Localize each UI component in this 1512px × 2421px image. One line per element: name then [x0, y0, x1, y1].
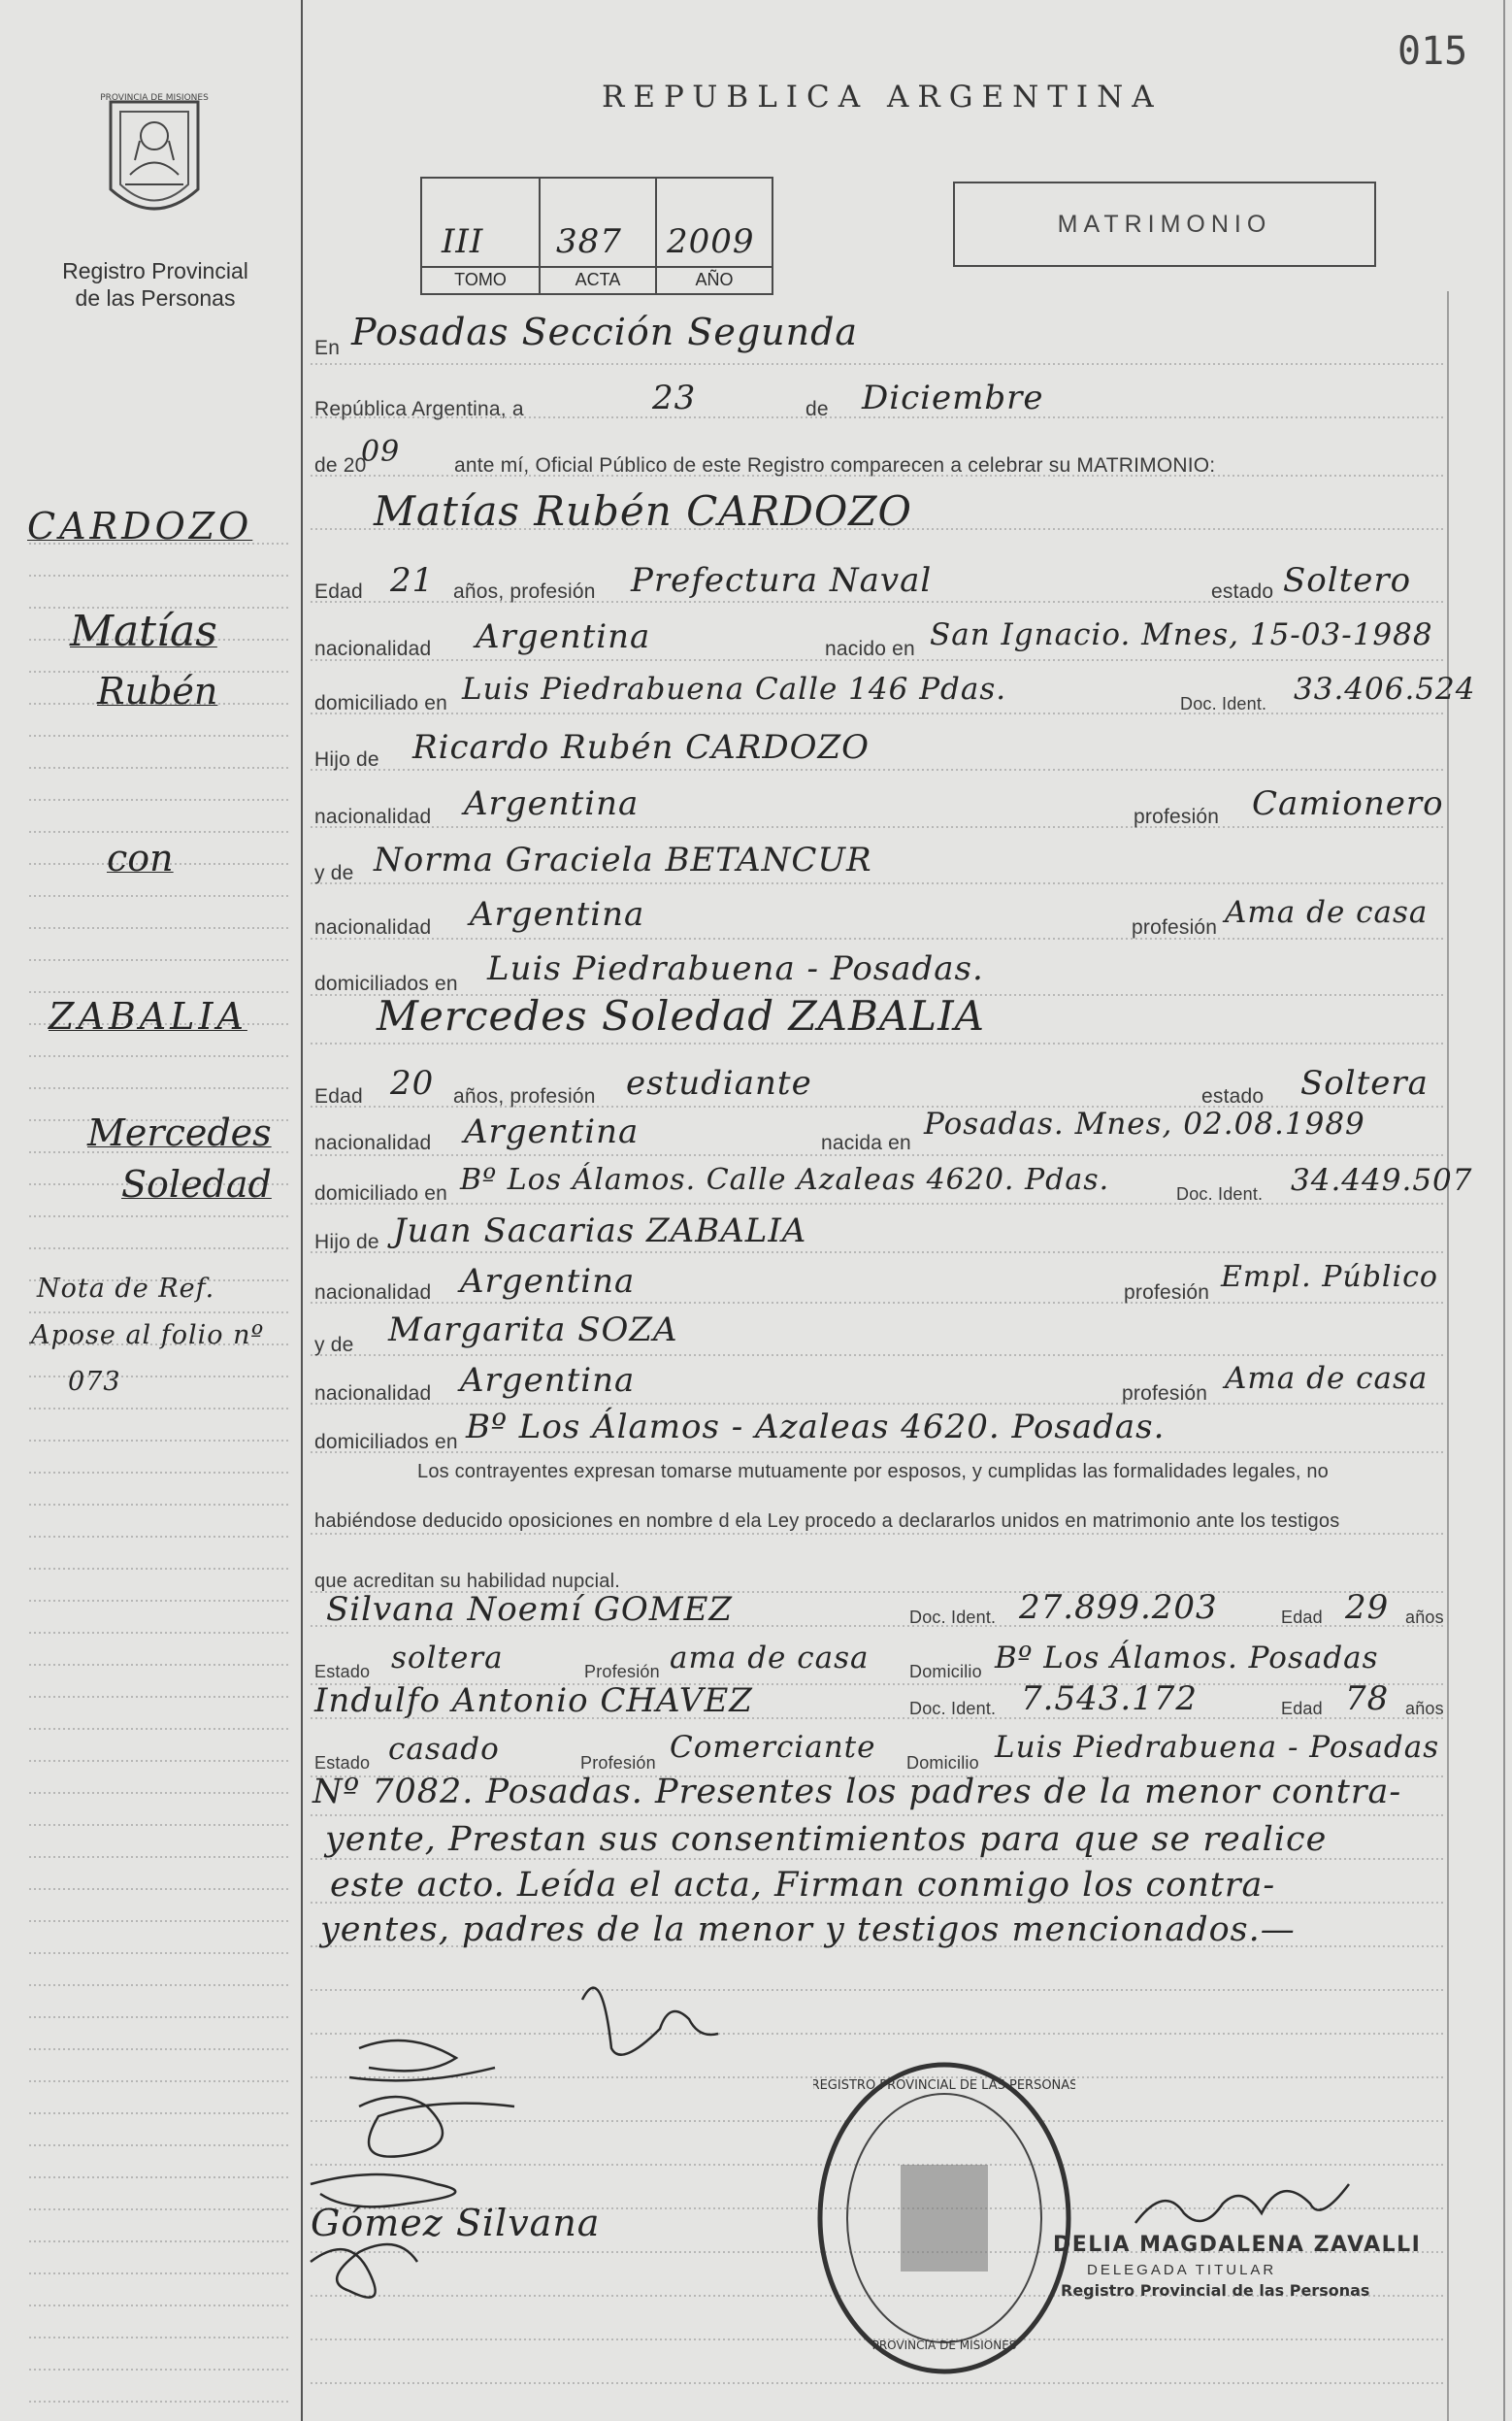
groom-father-prof-label: profesión: [1134, 806, 1220, 828]
bride-yde-label: y de: [314, 1334, 354, 1356]
official-round-stamp: [813, 2058, 1075, 2378]
officer-stamp-role: DELEGADA TITULAR: [1087, 2262, 1277, 2278]
bride-father: Juan Sacarias ZABALIA: [393, 1211, 807, 1250]
registry-line-2: de las Personas: [75, 285, 236, 311]
acta-value: 387: [556, 222, 622, 261]
groom-mother-nac: Argentina: [470, 895, 645, 934]
intro-day: 23: [652, 379, 697, 417]
margin-bride-name2: Soledad: [121, 1163, 272, 1206]
witness-1-edad: 29: [1345, 1588, 1390, 1627]
ano-value: 2009: [667, 222, 755, 261]
registry-name: [39, 257, 272, 312]
act-type-box: [953, 182, 1376, 267]
tomo-value: III: [442, 222, 484, 261]
intro-statement: ante mí, Oficial Público de este Registro comparecen a celebrar su MATRIMONIO:: [454, 454, 1216, 477]
bride-nacida-label: nacida en: [821, 1132, 911, 1154]
groom-nacido: San Ignacio. Mnes, 15-03-1988: [930, 617, 1433, 652]
groom-parents-dom: Luis Piedrabuena - Posadas.: [487, 949, 984, 988]
bride-domicilio: Bº Los Álamos. Calle Azaleas 4620. Pdas.: [460, 1163, 1110, 1197]
seal-graphic: [82, 83, 227, 228]
bride-mother: Margarita SOZA: [388, 1310, 678, 1349]
margin-groom-surname: CARDOZO: [27, 505, 253, 547]
groom-mother: Norma Graciela BETANCUR: [374, 841, 872, 879]
margin-bride-name1: Mercedes: [87, 1111, 272, 1154]
bride-doc-label: Doc. Ident.: [1176, 1184, 1264, 1204]
witness-2-edad: 78: [1345, 1679, 1390, 1718]
record-box: [420, 177, 773, 295]
signature-1: [582, 1988, 718, 2055]
witness-2-dom-label: Domicilio: [906, 1753, 979, 1773]
witness-2-name: Indulfo Antonio CHAVEZ: [314, 1681, 753, 1720]
groom-father-nac: Argentina: [464, 784, 640, 823]
bride-mother-prof-label: profesión: [1122, 1382, 1208, 1405]
witness-2-doc: 7.543.172: [1021, 1679, 1199, 1718]
declaration-line-2: habiéndose deducido oposiciones en nombre d ela Ley procedo a declararlos unidos en matrimonio ante los testigos: [314, 1510, 1340, 1532]
bride-nacionalidad: Argentina: [464, 1112, 640, 1151]
groom-yde-label: y de: [314, 862, 354, 884]
witness-1-estado: soltera: [391, 1641, 504, 1675]
groom-full-name: Matías Rubén CARDOZO: [374, 487, 912, 535]
signatures-scribbles: [291, 1941, 796, 2330]
witness-1-dom: Bº Los Álamos. Posadas: [995, 1641, 1379, 1675]
margin-note-2: Apose al folio nº: [31, 1320, 265, 1350]
declaration-line-1: Los contrayentes expresan tomarse mutuamente por esposos, y cumplidas las formalidades legales, no: [417, 1461, 1329, 1482]
witness-1-estado-label: Estado: [314, 1662, 371, 1681]
round-stamp-inner: PROVINCIA DE MISIONES: [871, 2338, 1017, 2352]
groom-mother-prof: Ama de casa: [1225, 895, 1429, 930]
country-heading: REPUBLICA ARGENTINA: [602, 80, 1163, 115]
witness-2-anos: años: [1405, 1699, 1444, 1718]
bride-father-prof-label: profesión: [1124, 1281, 1210, 1304]
groom-edad: 21: [390, 561, 435, 600]
witness-1-dom-label: Domicilio: [909, 1662, 982, 1681]
bride-estado: Soltera: [1300, 1064, 1429, 1103]
ano-label: AÑO: [695, 270, 734, 289]
officer-stamp-name: DELIA MAGDALENA ZAVALLI: [1053, 2233, 1422, 2257]
groom-estado: Soltero: [1283, 561, 1412, 600]
bride-nac-label: nacionalidad: [314, 1132, 432, 1154]
groom-nac-label: nacionalidad: [314, 638, 432, 660]
witness-1-prof: ama de casa: [670, 1641, 870, 1675]
groom-domicilio: Luis Piedrabuena Calle 146 Pdas.: [462, 672, 1007, 707]
bride-estado-label: estado: [1201, 1085, 1265, 1108]
groom-profesion: Prefectura Naval: [631, 561, 933, 600]
bride-hijo-label: Hijo de: [314, 1231, 379, 1253]
tomo-label: TOMO: [454, 270, 507, 289]
groom-profesion-label: años, profesión: [453, 580, 596, 603]
margin-note-1: Nota de Ref.: [37, 1274, 215, 1304]
bride-father-prof: Empl. Público: [1221, 1260, 1438, 1294]
acta-label: ACTA: [575, 270, 621, 289]
signature-2: [349, 2040, 495, 2080]
note-line-3: este acto. Leída el acta, Firman conmigo los contra-: [330, 1866, 1276, 1905]
margin-connector: con: [107, 837, 174, 879]
intro-place: Posadas Sección Segunda: [351, 311, 859, 353]
round-stamp-text: REGISTRO PROVINCIAL DE LAS PERSONAS: [813, 2078, 1075, 2093]
witness-1-prof-label: Profesión: [584, 1662, 660, 1681]
signature-3: [359, 2097, 514, 2157]
intro-month: Diciembre: [862, 379, 1044, 417]
witness-2-prof-label: Profesión: [580, 1753, 656, 1773]
groom-father: Ricardo Rubén CARDOZO: [412, 728, 870, 767]
groom-hijo-label: Hijo de: [314, 748, 379, 771]
note-line-1: Nº 7082. Posadas. Presentes los padres de la menor contra-: [312, 1773, 1402, 1811]
bride-profesion-label: años, profesión: [453, 1085, 596, 1108]
witness-1-name: Silvana Noemí GOMEZ: [326, 1590, 734, 1629]
witness-2-dom: Luis Piedrabuena - Posadas: [995, 1730, 1440, 1765]
bride-father-nac: Argentina: [460, 1262, 636, 1301]
bride-edad-label: Edad: [314, 1085, 363, 1108]
bride-mother-nac-label: nacionalidad: [314, 1382, 432, 1405]
groom-dom-label: domiciliado en: [314, 692, 448, 714]
label-year-prefix: de 20: [314, 454, 367, 477]
bride-parents-dom: Bº Los Álamos - Azaleas 4620. Posadas.: [466, 1408, 1166, 1446]
officer-stamp-org: Registro Provincial de las Personas: [1061, 2281, 1370, 2300]
bride-edad: 20: [390, 1064, 435, 1103]
margin-note-3: 073: [68, 1367, 121, 1397]
groom-edad-label: Edad: [314, 580, 363, 603]
registry-line-1: Registro Provincial: [62, 258, 248, 283]
label-de: de: [805, 398, 829, 420]
witness-1-edad-label: Edad: [1281, 1608, 1323, 1627]
bride-parents-dom-label: domiciliados en: [314, 1431, 458, 1453]
margin-bride-surname: ZABALIA: [49, 995, 247, 1038]
bride-dom-label: domiciliado en: [314, 1182, 448, 1205]
provincial-seal: [82, 83, 227, 228]
declaration-line-3: que acreditan su habilidad nupcial.: [314, 1571, 620, 1592]
act-type: MATRIMONIO: [1057, 211, 1272, 238]
witness-2-estado: casado: [388, 1732, 500, 1767]
bride-father-nac-label: nacionalidad: [314, 1281, 432, 1304]
groom-estado-label: estado: [1211, 580, 1274, 603]
bride-profesion: estudiante: [626, 1064, 812, 1103]
witness-1-anos: años: [1405, 1608, 1444, 1627]
witness-1-doc-label: Doc. Ident.: [909, 1608, 997, 1627]
groom-father-prof: Camionero: [1252, 784, 1444, 823]
groom-father-nac-label: nacionalidad: [314, 806, 432, 828]
intro-year: 09: [361, 435, 401, 469]
groom-nacionalidad: Argentina: [476, 617, 651, 656]
bride-nacida: Posadas. Mnes, 02.08.1989: [924, 1107, 1365, 1142]
groom-mother-prof-label: profesión: [1132, 916, 1218, 939]
bride-full-name: Mercedes Soledad ZABALIA: [377, 992, 985, 1040]
witness-2-edad-label: Edad: [1281, 1699, 1323, 1718]
witness-2-doc-label: Doc. Ident.: [909, 1699, 997, 1718]
bride-doc: 34.449.507: [1291, 1163, 1473, 1198]
margin-groom-name2: Rubén: [97, 670, 218, 713]
groom-doc-label: Doc. Ident.: [1180, 694, 1267, 713]
note-line-4: yentes, padres de la menor y testigos mencionados.—: [320, 1910, 1296, 1949]
groom-doc: 33.406.524: [1294, 672, 1476, 707]
page-number: 015: [1397, 29, 1468, 74]
witness-2-estado-label: Estado: [314, 1753, 371, 1773]
margin-groom-name1: Matías: [70, 607, 217, 656]
groom-parents-dom-label: domiciliados en: [314, 973, 458, 995]
label-en: En: [314, 337, 341, 359]
bride-mother-prof: Ama de casa: [1225, 1361, 1429, 1396]
signature-gomez: Gómez Silvana: [311, 2202, 601, 2244]
groom-mother-nac-label: nacionalidad: [314, 916, 432, 939]
signature-5: [311, 2244, 417, 2298]
label-republica: República Argentina, a: [314, 398, 524, 420]
bride-mother-nac: Argentina: [460, 1361, 636, 1400]
witness-2-prof: Comerciante: [670, 1730, 876, 1765]
groom-nacido-label: nacido en: [825, 638, 915, 660]
witness-1-doc: 27.899.203: [1019, 1588, 1218, 1627]
note-line-2: yente, Prestan sus consentimientos para que se realice: [325, 1820, 1328, 1859]
seal-text: PROVINCIA DE MISIONES: [100, 93, 209, 103]
